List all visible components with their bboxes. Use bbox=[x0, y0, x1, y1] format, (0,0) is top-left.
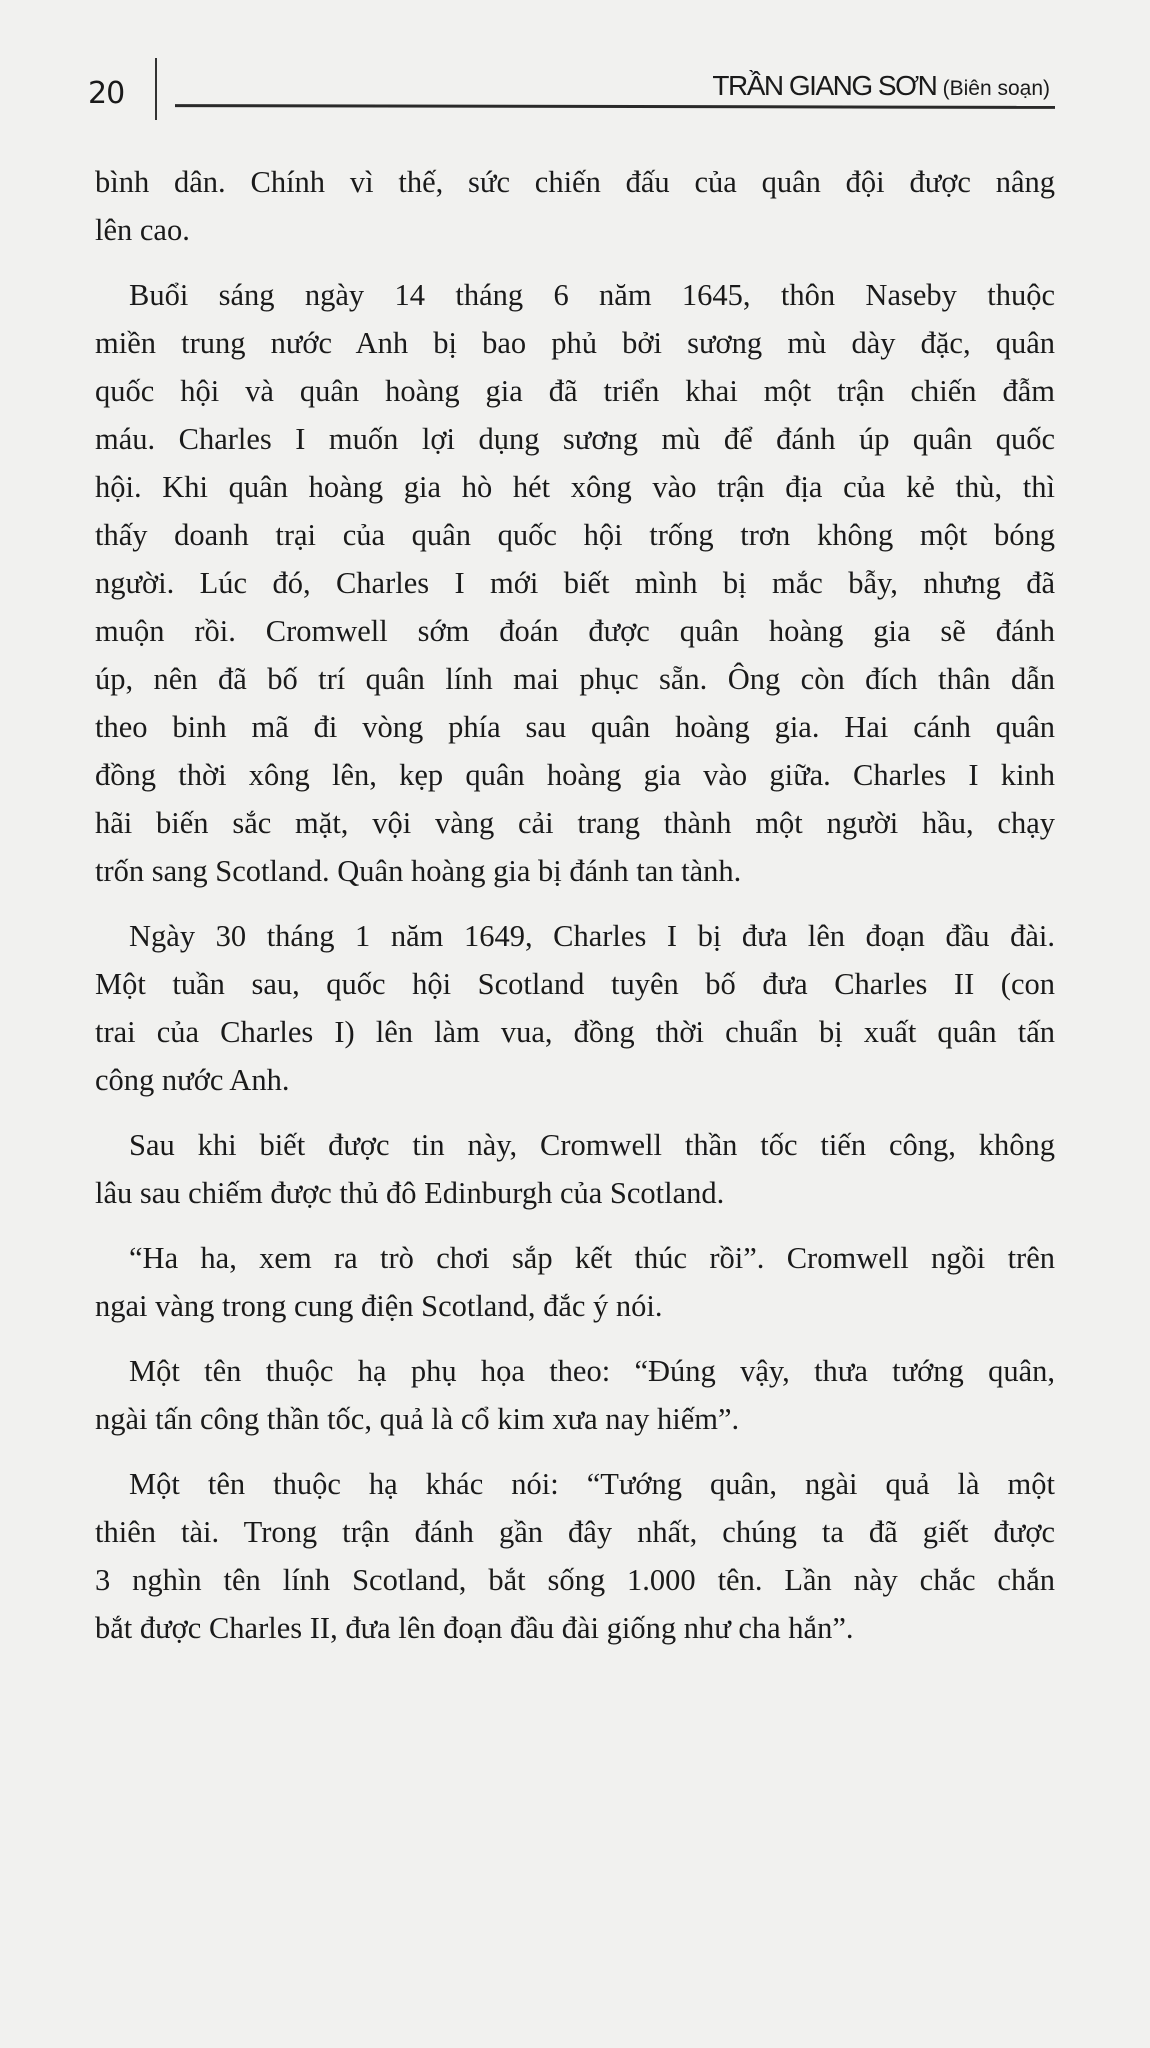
page-number: 20 bbox=[88, 76, 125, 111]
page-body bbox=[95, 158, 1055, 1669]
text-line: máu. Charles I muốn lợi dụng sương mù để đánh úp quân quốc bbox=[95, 422, 1055, 456]
text-line: đồng thời xông lên, kẹp quân hoàng gia vào giữa. Charles I kinh bbox=[95, 758, 1055, 792]
text-line: muộn rồi. Cromwell sớm đoán được quân hoàng gia sẽ đánh bbox=[95, 614, 1055, 648]
running-head bbox=[712, 70, 1050, 102]
paragraph bbox=[95, 1347, 1055, 1443]
text-line: trai của Charles I) lên làm vua, đồng thời chuẩn bị xuất quân tấn bbox=[95, 1015, 1055, 1049]
text-line: ngài tấn công thần tốc, quả là cổ kim xưa nay hiếm”. bbox=[95, 1402, 740, 1436]
header-divider-vertical bbox=[155, 58, 157, 120]
text-line: miền trung nước Anh bị bao phủ bởi sương mù dày đặc, quân bbox=[95, 326, 1055, 360]
text-line: Sau khi biết được tin này, Cromwell thần tốc tiến công, không bbox=[129, 1128, 1055, 1162]
paragraph bbox=[95, 1460, 1055, 1652]
text-line: Buổi sáng ngày 14 tháng 6 năm 1645, thôn Naseby thuộc bbox=[129, 278, 1055, 312]
author-name: TRẦN GIANG SƠN bbox=[712, 70, 937, 101]
text-line: quốc hội và quân hoàng gia đã triển khai một trận chiến đẫm bbox=[95, 374, 1055, 408]
text-line: Một tên thuộc hạ phụ họa theo: “Đúng vậy, thưa tướng quân, bbox=[129, 1354, 1055, 1388]
text-line: bắt được Charles II, đưa lên đoạn đầu đài giống như cha hắn”. bbox=[95, 1611, 854, 1645]
header-rule bbox=[175, 104, 1055, 109]
paragraph bbox=[95, 271, 1055, 895]
paragraph bbox=[95, 1234, 1055, 1330]
paragraph bbox=[95, 1121, 1055, 1217]
text-line: lâu sau chiếm được thủ đô Edinburgh của Scotland. bbox=[95, 1176, 725, 1210]
text-line: 3 nghìn tên lính Scotland, bắt sống 1.000 tên. Lần này chắc chắn bbox=[95, 1563, 1055, 1597]
text-line: công nước Anh. bbox=[95, 1063, 290, 1097]
text-line: “Ha ha, xem ra trò chơi sắp kết thúc rồi”. Cromwell ngồi trên bbox=[129, 1241, 1055, 1275]
text-line: thiên tài. Trong trận đánh gần đây nhất, chúng ta đã giết được bbox=[95, 1515, 1055, 1549]
text-line: Một tên thuộc hạ khác nói: “Tướng quân, ngài quả là một bbox=[129, 1467, 1055, 1501]
text-line: người. Lúc đó, Charles I mới biết mình bị mắc bẫy, nhưng đã bbox=[95, 566, 1055, 600]
text-line: hãi biến sắc mặt, vội vàng cải trang thành một người hầu, chạy bbox=[95, 806, 1055, 840]
text-line: bình dân. Chính vì thế, sức chiến đấu của quân đội được nâng bbox=[95, 165, 1055, 199]
text-line: úp, nên đã bố trí quân lính mai phục sẵn. Ông còn đích thân dẫn bbox=[95, 662, 1055, 696]
text-line: Ngày 30 tháng 1 năm 1649, Charles I bị đưa lên đoạn đầu đài. bbox=[129, 919, 1055, 953]
text-line: ngai vàng trong cung điện Scotland, đắc ý nói. bbox=[95, 1289, 663, 1323]
text-line: thấy doanh trại của quân quốc hội trống trơn không một bóng bbox=[95, 518, 1055, 552]
paragraph bbox=[95, 158, 1055, 254]
text-line: trốn sang Scotland. Quân hoàng gia bị đánh tan tành. bbox=[95, 854, 742, 888]
text-line: lên cao. bbox=[95, 213, 190, 247]
paragraph bbox=[95, 912, 1055, 1104]
text-line: Một tuần sau, quốc hội Scotland tuyên bố đưa Charles II (con bbox=[95, 967, 1055, 1001]
author-role: (Biên soạn) bbox=[942, 77, 1050, 100]
text-line: theo binh mã đi vòng phía sau quân hoàng gia. Hai cánh quân bbox=[95, 710, 1055, 744]
text-line: hội. Khi quân hoàng gia hò hét xông vào trận địa của kẻ thù, thì bbox=[95, 470, 1055, 504]
